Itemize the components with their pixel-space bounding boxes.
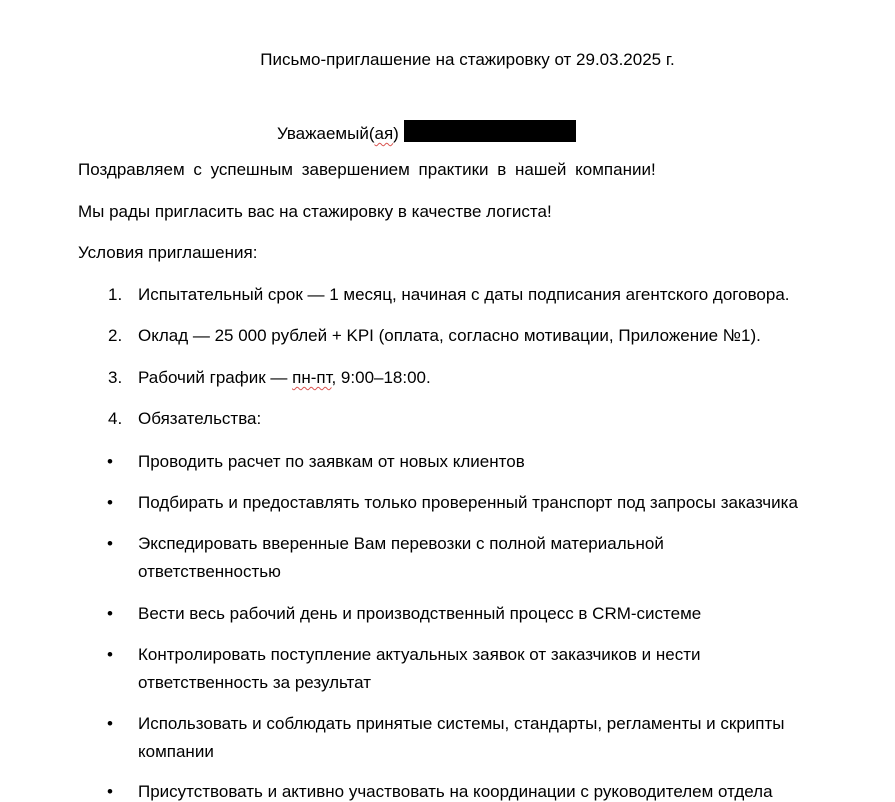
bullet-item-text: Проводить расчет по заявкам от новых клиентов [138, 452, 525, 471]
bullet-item-text: Использовать и соблюдать принятые системы, стандарты, регламенты и скрипты [138, 714, 785, 733]
list-item-text: Оклад — 25 000 рублей + KPI (оплата, согласно мотивации, Приложение №1). [138, 326, 761, 345]
bullet-icon: • [107, 534, 113, 553]
bullet-icon: • [107, 782, 113, 801]
congratulations-paragraph: Поздравляем с успешным завершением практики в нашей компании! [78, 160, 656, 179]
schedule-text-after: , 9:00–18:00. [331, 368, 431, 387]
bullet-item-text-continued: ответственностью [138, 562, 281, 581]
bullet-icon: • [107, 714, 113, 733]
document-title: Письмо-приглашение на стажировку от 29.03.2025 г. [260, 50, 675, 69]
list-number: 3. [108, 368, 123, 387]
bullet-icon: • [107, 452, 113, 471]
schedule-text-before: Рабочий график — [138, 368, 293, 387]
redacted-name-block [404, 120, 576, 142]
greeting [277, 120, 576, 144]
schedule-spellcheck-word: пн-пт [292, 368, 332, 387]
list-item-text: Обязательства: [138, 409, 262, 428]
bullet-icon: • [107, 645, 113, 664]
bullet-item-text-continued: ответственность за результат [138, 673, 372, 692]
list-item-text: Испытательный срок — 1 месяц, начиная с даты подписания агентского договора. [138, 285, 790, 304]
bullet-icon: • [107, 493, 113, 512]
invitation-paragraph: Мы рады пригласить вас на стажировку в качестве логиста! [78, 202, 552, 221]
greeting-prefix: Уважаемый( [277, 124, 375, 143]
list-number: 2. [108, 326, 123, 345]
bullet-item-text: Экспедировать вверенные Вам перевозки с полной материальной [138, 534, 664, 553]
bullet-item-text: Контролировать поступление актуальных заявок от заказчиков и нести [138, 645, 701, 664]
bullet-item-text-continued: компании [138, 742, 214, 761]
greeting-suffix: ) [393, 124, 399, 143]
list-number: 4. [108, 409, 123, 428]
bullet-icon: • [107, 604, 113, 623]
bullet-item-text: Присутствовать и активно участвовать на координации с руководителем отдела [138, 782, 773, 801]
bullet-item-text: Вести весь рабочий день и производственный процесс в CRM-системе [138, 604, 702, 623]
greeting-spellcheck-word: ая [374, 124, 394, 143]
bullet-item-text: Подбирать и предоставлять только проверенный транспорт под запросы заказчика [138, 493, 798, 512]
conditions-heading: Условия приглашения: [78, 243, 258, 262]
list-item-text [138, 368, 431, 388]
list-number: 1. [108, 285, 123, 304]
